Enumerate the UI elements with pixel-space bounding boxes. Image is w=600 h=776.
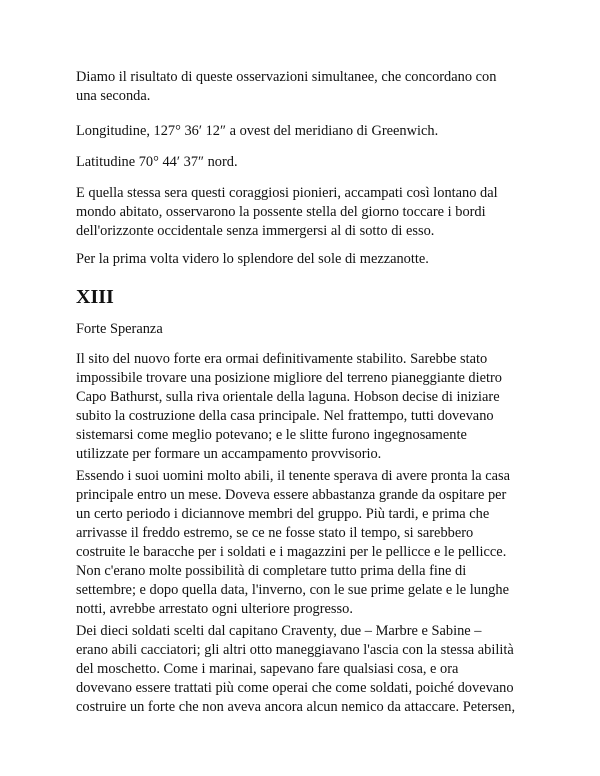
text-line: notti, avrebbe arrestato ogni ulteriore progresso. bbox=[76, 601, 353, 617]
text-line: sistemarsi come meglio potevano; e le slitte furono ingegnosamente bbox=[76, 427, 467, 443]
paragraph-evening bbox=[76, 184, 546, 241]
text-line: un certo periodo i diciannove membri del gruppo. Più tardi, e prima che bbox=[76, 506, 490, 522]
text-line: Longitudine, 127° 36′ 12″ a ovest del meridiano di Greenwich. bbox=[76, 123, 439, 139]
text-line: settembre; e dopo quella data, l'inverno, con le sue prime gelate e le lunghe bbox=[76, 582, 509, 598]
text-line: Essendo i suoi uomini molto abili, il tenente sperava di avere pronta la casa bbox=[76, 468, 510, 484]
chapter-title bbox=[76, 320, 546, 339]
text-line: mondo abitato, osservarono la possente stella del giorno toccare i bordi bbox=[76, 204, 486, 220]
text-line: E quella stessa sera questi coraggiosi pionieri, accampati così lontano dal bbox=[76, 185, 498, 201]
text-line: Diamo il risultato di queste osservazioni simultanee, che concordano con bbox=[76, 69, 497, 85]
paragraph-observations bbox=[76, 68, 546, 106]
text-line: Per la prima volta videro lo splendore del sole di mezzanotte. bbox=[76, 251, 429, 267]
paragraph-midnight-sun bbox=[76, 250, 546, 269]
text-line: Dei dieci soldati scelti dal capitano Craventy, due – Marbre e Sabine – bbox=[76, 623, 482, 639]
text-line: utilizzate per formare un accampamento provvisorio. bbox=[76, 446, 382, 462]
text-line: Latitudine 70° 44′ 37″ nord. bbox=[76, 154, 238, 170]
text-line: dell'orizzonte occidentale senza immergersi al di sotto di esso. bbox=[76, 223, 435, 239]
text-line: costruire un forte che non aveva ancora alcun nemico da attaccare. Petersen, bbox=[76, 699, 516, 715]
text-line: erano abili cacciatori; gli altri otto maneggiavano l'ascia con la stessa abilità bbox=[76, 642, 514, 658]
text-line: dovevano essere trattati più come operai che come soldati, poiché dovevano bbox=[76, 680, 514, 696]
text-line: Non c'erano molte possibilità di completare tutto prima della fine di bbox=[76, 563, 467, 579]
text-line: Il sito del nuovo forte era ormai definitivamente stabilito. Sarebbe stato bbox=[76, 351, 488, 367]
chapter-number: XIII bbox=[76, 286, 114, 308]
text-line: impossibile trovare una posizione migliore del terreno pianeggiante dietro bbox=[76, 370, 502, 386]
text-line: arrivasse il freddo estremo, se ce ne fosse stato il tempo, si sarebbero bbox=[76, 525, 474, 541]
text-line: Forte Speranza bbox=[76, 321, 163, 337]
paragraph-latitude bbox=[76, 153, 546, 172]
text-line: subito la costruzione della casa principale. Nel frattempo, tutti dovevano bbox=[76, 408, 494, 424]
text-line: del moschetto. Come i marinai, sapevano fare qualsiasi cosa, e ora bbox=[76, 661, 459, 677]
text-line: Capo Bathurst, sulla riva orientale della laguna. Hobson decise di iniziare bbox=[76, 389, 500, 405]
text-line: costruite le baracche per i soldati e i magazzini per le pellicce e le pellicce. bbox=[76, 544, 507, 560]
paragraph-soldiers bbox=[76, 622, 546, 717]
paragraph-longitude bbox=[76, 122, 546, 141]
paragraph-house bbox=[76, 467, 546, 619]
paragraph-site bbox=[76, 350, 546, 464]
text-line: principale entro un mese. Doveva essere abbastanza grande da ospitare per bbox=[76, 487, 507, 503]
text-line: una seconda. bbox=[76, 88, 151, 104]
